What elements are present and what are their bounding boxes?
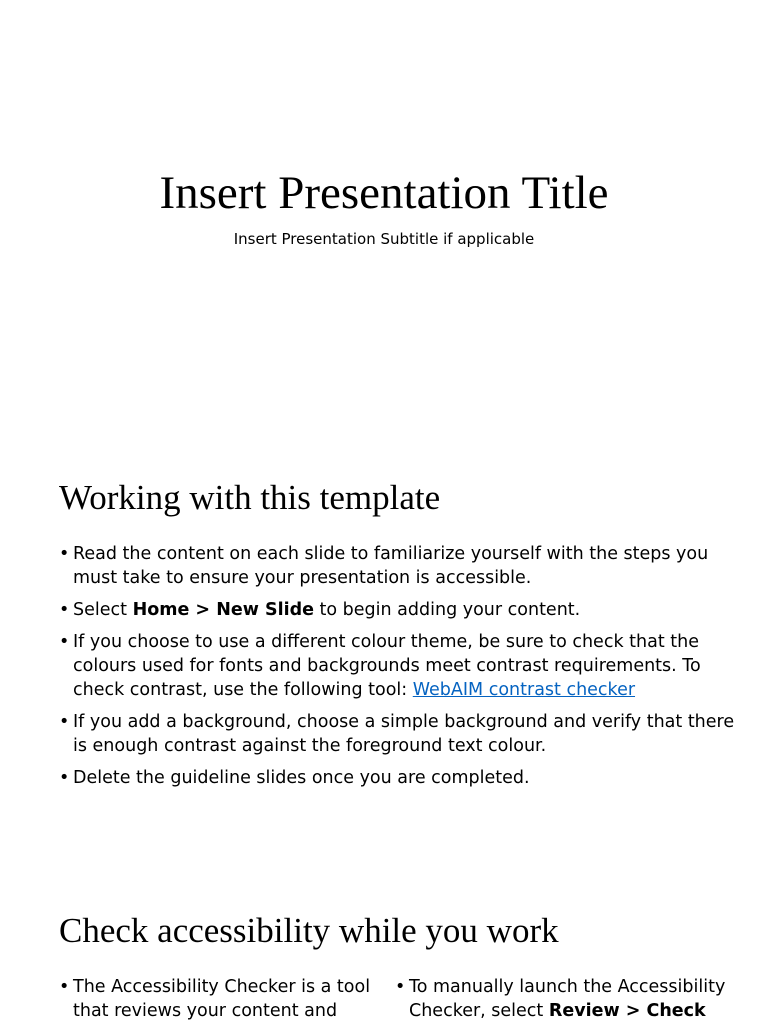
right-column — [395, 975, 755, 1024]
bullet-item — [59, 630, 739, 702]
bullet-text: Read the content on each slide to familiarize yourself with the steps you must take to ensure your presentation is accessible. — [73, 544, 709, 588]
slide-heading: Working with this template — [59, 478, 441, 517]
bullet-list — [59, 975, 389, 1023]
bullet-item — [59, 766, 739, 790]
bullet-text: The Accessibility Checker is a tool that reviews your content and — [73, 977, 371, 1021]
bullet-text: To manually launch the Accessibility Checker, select — [409, 977, 726, 1021]
accessibility-check-slide — [0, 868, 768, 1024]
new-slide-label: New Slide — [216, 600, 314, 620]
bullet-text: If you add a background, choose a simple background and verify that there is enough contrast against the foreground text colour. — [73, 712, 735, 756]
bullet-list — [395, 975, 755, 1023]
home-menu-label: Home — [132, 600, 190, 620]
bullet-text: Select — [73, 600, 133, 620]
left-column — [59, 975, 389, 1024]
bullet-text: If you choose to use a different colour theme, be sure to check that the colours used for fonts and backgrounds meet contrast requirements. To check contrast, use the following tool: — [73, 632, 701, 700]
review-check-label: Review > Check — [548, 1001, 706, 1021]
slide-heading: Check accessibility while you work — [59, 911, 559, 950]
title-slide — [0, 0, 768, 434]
bullet-text: Delete the guideline slides once you are completed. — [73, 768, 530, 788]
template-guide-slide — [0, 434, 768, 868]
bullet-item — [59, 710, 739, 758]
bullet-item — [59, 542, 739, 590]
presentation-title: Insert Presentation Title — [159, 167, 609, 219]
webaim-contrast-checker-link[interactable]: WebAIM contrast checker — [412, 680, 636, 700]
bullet-text: to begin adding your content. — [313, 600, 581, 620]
bullet-item — [395, 975, 755, 1023]
bullet-list — [59, 542, 739, 798]
presentation-subtitle: Insert Presentation Subtitle if applicable — [233, 230, 535, 248]
bullet-item — [59, 598, 739, 622]
bullet-item — [59, 975, 389, 1023]
menu-separator: > — [189, 600, 217, 620]
